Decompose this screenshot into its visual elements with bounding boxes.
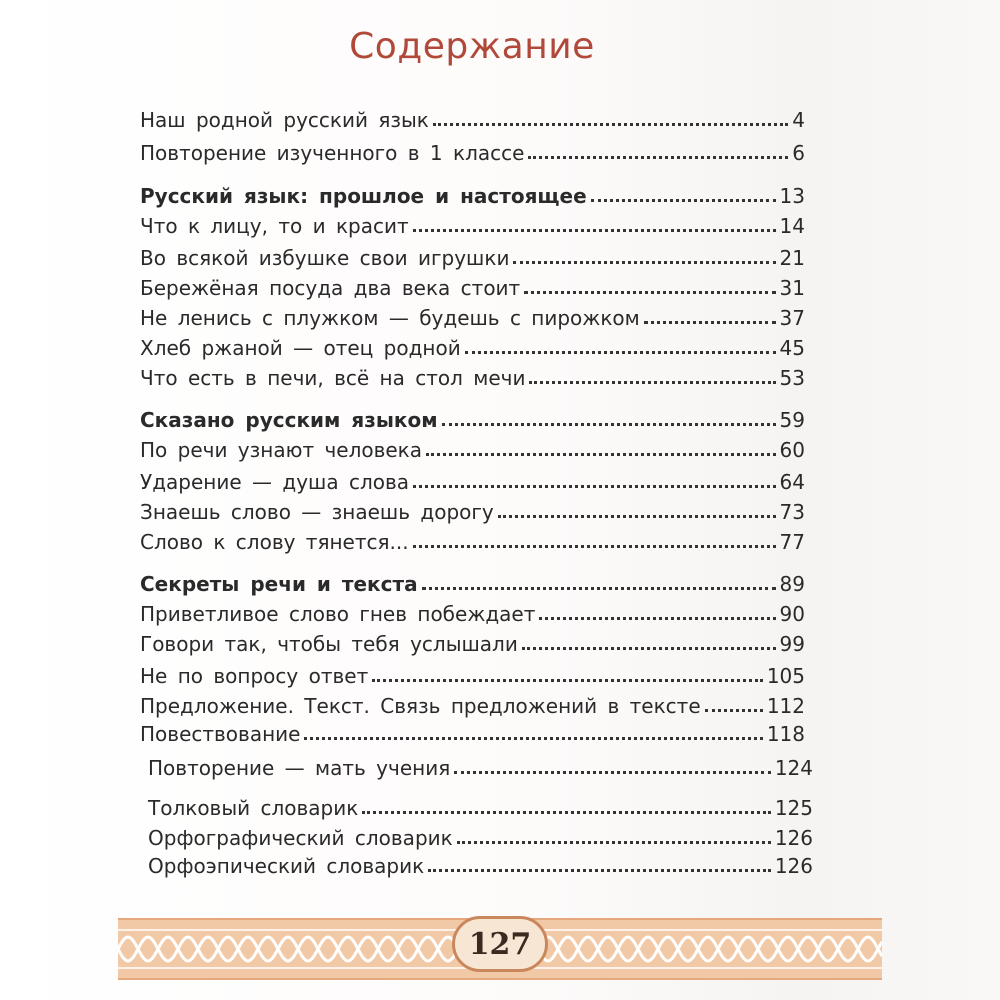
- page-title: Содержание: [349, 26, 595, 67]
- toc-entry-title: Говори так, чтобы тебя услышали: [140, 632, 518, 656]
- dot-leader: [498, 515, 776, 518]
- toc-entry: [140, 240, 805, 270]
- toc-entry-title: Повествование: [140, 722, 301, 746]
- toc-entry-title: Наш родной русский язык: [140, 108, 429, 132]
- toc-entry-title: Бережёная посуда два века стоит: [140, 276, 521, 300]
- toc-entry-page: 90: [779, 602, 805, 626]
- page-number-badge: 127: [452, 916, 548, 972]
- toc-entry-page: 105: [766, 664, 805, 688]
- dot-leader: [513, 261, 775, 264]
- toc-entry-page: 124: [774, 756, 813, 780]
- dot-leader: [529, 381, 775, 384]
- toc-entry-page: 53: [779, 366, 805, 390]
- toc-entry-title: Орфоэпический словарик: [148, 854, 425, 878]
- toc-entry-title: Знаешь слово — знаешь дорогу: [140, 500, 494, 524]
- dot-leader: [457, 841, 771, 844]
- toc-entry-page: 6: [792, 141, 805, 165]
- toc-entry-page: 31: [779, 276, 805, 300]
- toc-entry-title: Предложение. Текст. Связь предложений в тексте: [140, 694, 701, 718]
- dot-leader: [454, 771, 771, 774]
- dot-leader: [422, 587, 776, 590]
- toc-entry: [140, 626, 805, 656]
- toc-section-entry: [140, 402, 805, 432]
- toc-entry-title: Что к лицу, то и красит: [140, 214, 409, 238]
- toc-entry-title: Хлеб ржаной — отец родной: [140, 336, 461, 360]
- dot-leader: [705, 709, 763, 712]
- dot-leader: [413, 485, 776, 488]
- toc-entry-title: Повторение изученного в 1 классе: [140, 141, 525, 165]
- toc-section-entry: [140, 178, 805, 208]
- toc-entry: [140, 330, 805, 360]
- toc-entry-title: Что есть в печи, всё на стол мечи: [140, 366, 526, 390]
- toc-entry-title: По речи узнают человека: [140, 438, 423, 462]
- toc-entry-page: 21: [779, 246, 805, 270]
- toc-entry-page: 60: [779, 438, 805, 462]
- toc-entry-page: 37: [779, 306, 805, 330]
- toc-entry-title: Повторение — мать учения: [148, 756, 451, 780]
- toc-entry: [140, 716, 805, 746]
- toc-entry: [140, 464, 805, 494]
- dot-leader: [413, 229, 776, 232]
- toc-entry-page: 89: [779, 572, 805, 596]
- toc-entry-page: 118: [766, 722, 805, 746]
- toc-entry-page: 64: [779, 470, 805, 494]
- toc-entry: [140, 524, 805, 554]
- dot-leader: [465, 351, 776, 354]
- dot-leader: [413, 545, 776, 548]
- dot-leader: [644, 321, 776, 324]
- toc-entry: [148, 750, 813, 780]
- toc-entry-page: 13: [779, 184, 805, 208]
- toc-entry-page: 125: [774, 796, 813, 820]
- toc-entry: [140, 658, 805, 688]
- toc-entry-title: Ударение — душа слова: [140, 470, 410, 494]
- toc-entry-title: Сказано русским языком: [140, 408, 438, 432]
- dot-leader: [433, 123, 788, 126]
- dot-leader: [524, 291, 775, 294]
- toc-entry-page: 77: [779, 530, 805, 554]
- toc-entry-title: Слово к слову тянется...: [140, 530, 409, 554]
- dot-leader: [442, 423, 776, 426]
- toc-entry: [140, 494, 805, 524]
- toc-entry: [140, 135, 805, 165]
- toc-entry: [148, 848, 813, 878]
- toc-entry-title: Приветливое слово гнев побеждает: [140, 602, 536, 626]
- toc-entry-title: Секреты речи и текста: [140, 572, 418, 596]
- toc-entry-title: Орфографический словарик: [148, 826, 453, 850]
- dot-leader: [362, 811, 770, 814]
- dot-leader: [304, 737, 762, 740]
- toc-entry-page: 126: [774, 854, 813, 878]
- toc-entry-page: 14: [779, 214, 805, 238]
- toc-entry-title: Во всякой избушке свои игрушки: [140, 246, 510, 270]
- toc-entry: [140, 270, 805, 300]
- toc-entry: [140, 300, 805, 330]
- toc-entry-title: Не по вопросу ответ: [140, 664, 369, 688]
- toc-section-entry: [140, 566, 805, 596]
- toc-entry-page: 59: [779, 408, 805, 432]
- toc-entry-page: 4: [792, 108, 805, 132]
- toc-entry-title: Русский язык: прошлое и настоящее: [140, 184, 587, 208]
- dot-leader: [539, 617, 775, 620]
- toc-entry: [140, 102, 805, 132]
- toc-entry-title: Не ленись с плужком — будешь с пирожком: [140, 306, 640, 330]
- toc-entry-page: 112: [766, 694, 805, 718]
- dot-leader: [528, 156, 788, 159]
- toc-entry: [140, 688, 805, 718]
- toc-entry: [140, 432, 805, 462]
- toc-entry-page: 73: [779, 500, 805, 524]
- toc-entry-title: Толковый словарик: [148, 796, 359, 820]
- dot-leader: [426, 453, 776, 456]
- toc-entry: [140, 208, 805, 238]
- dot-leader: [522, 647, 776, 650]
- toc-entry: [148, 820, 813, 850]
- toc-entry: [148, 790, 813, 820]
- toc-entry-page: 99: [779, 632, 805, 656]
- dot-leader: [372, 679, 763, 682]
- toc-entry-page: 45: [779, 336, 805, 360]
- dot-leader: [591, 199, 776, 202]
- dot-leader: [428, 869, 771, 872]
- toc-entry: [140, 596, 805, 626]
- toc-entry-page: 126: [774, 826, 813, 850]
- toc-entry: [140, 360, 805, 390]
